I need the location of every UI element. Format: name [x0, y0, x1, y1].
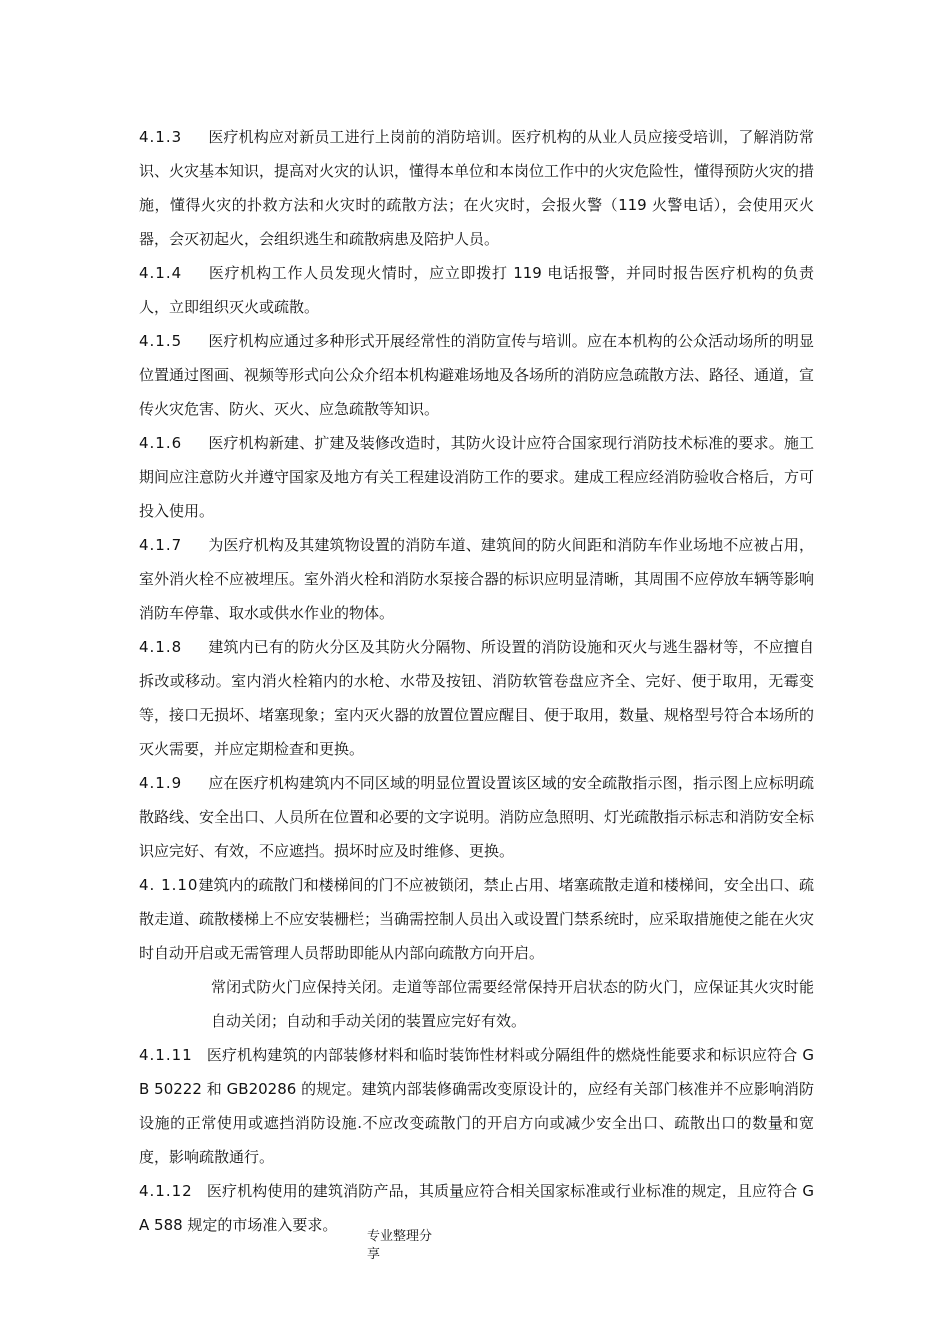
clause-text: 建筑内的疏散门和楼梯间的门不应被锁闭，禁止占用、堵塞疏散走道和楼梯间，安全出口、疏散走道、疏散楼梯上不应安装栅栏；当确需控制人员出入或设置门禁系统时，应采取措施使之能在火灾时自动开启或无需管理人员帮助即能从内部向疏散方向开启。 [139, 876, 815, 962]
clause-text: 医疗机构使用的建筑消防产品，其质量应符合相关国家标准或行业标准的规定，且应符合 GA 588 规定的市场准入要求。 [139, 1182, 814, 1234]
clause-text: 医疗机构工作人员发现火情时，应立即拨打 119 电话报警，并同时报告医疗机构的负责人，立即组织灭火或疏散。 [139, 264, 814, 316]
clause-text: 应在医疗机构建筑内不同区域的明显位置设置该区域的安全疏散指示图，指示图上应标明疏散路线、安全出口、人员所在位置和必要的文字说明。消防应急照明、灯光疏散指示标志和消防安全标识应完好、有效，不应遮挡。损坏时应及时维修、更换。 [139, 774, 815, 860]
clause-text: 医疗机构建筑的内部装修材料和临时装饰性材料或分隔组件的燃烧性能要求和标识应符合 GB 50222 和 GB20286 的规定。建筑内部装修确需改变原设计的，应经有关部门核准并不应影响消防设施的正常使用或遮挡消防设施.不应改变疏散门的开启方向或减少安全出口、疏散出口的数量和宽度，影响疏散通行。 [139, 1046, 814, 1166]
clause-number: 4.1.6 [139, 434, 183, 452]
clause-4-1-11 [139, 1038, 814, 1174]
clause-number: 4. 1.10 [139, 876, 199, 894]
clause-text: 常闭式防火门应保持关闭。走道等部位需要经常保持开启状态的防火门，应保证其火灾时能自动关闭；自动和手动关闭的装置应完好有效。 [211, 978, 814, 1030]
clause-number: 4.1.11 [139, 1046, 193, 1064]
page-footer: 专业整理分享 [367, 1229, 433, 1262]
clause-4-1-10 [139, 868, 814, 970]
clause-number: 4.1.7 [139, 536, 183, 554]
clause-number: 4.1.9 [139, 774, 183, 792]
clause-number: 4.1.12 [139, 1182, 193, 1200]
clause-4-1-3 [139, 120, 814, 256]
clause-number: 4.1.5 [139, 332, 183, 350]
clause-4-1-7 [139, 528, 814, 630]
clause-text: 建筑内已有的防火分区及其防火分隔物、所设置的消防设施和灭火与逃生器材等，不应擅自拆改或移动。室内消火栓箱内的水枪、水带及按钮、消防软管卷盘应齐全、完好、便于取用，无霉变等，接口无损坏、堵塞现象；室内灭火器的放置位置应醒目、便于取用，数量、规格型号符合本场所的灭火需要，并应定期检查和更换。 [139, 638, 815, 758]
clause-4-1-10-continuation [139, 970, 814, 1038]
clause-number: 4.1.4 [139, 264, 183, 282]
clause-4-1-4 [139, 256, 814, 324]
document-body [139, 120, 814, 1242]
clause-4-1-6 [139, 426, 814, 528]
clause-4-1-9 [139, 766, 814, 868]
clause-text: 医疗机构应对新员工进行上岗前的消防培训。医疗机构的从业人员应接受培训，了解消防常识、火灾基本知识，提高对火灾的认识，懂得本单位和本岗位工作中的火灾危险性，懂得预防火灾的措施，懂得火灾的扑救方法和火灾时的疏散方法；在火灾时，会报火警（119 火警电话），会使用灭火器，会灭初起火，会组织逃生和疏散病患及陪护人员。 [139, 128, 815, 248]
clause-text: 医疗机构应通过多种形式开展经常性的消防宣传与培训。应在本机构的公众活动场所的明显位置通过图画、视频等形式向公众介绍本机构避难场地及各场所的消防应急疏散方法、路径、通道，宣传火灾危害、防火、灭火、应急疏散等知识。 [139, 332, 815, 418]
clause-text: 为医疗机构及其建筑物设置的消防车道、建筑间的防火间距和消防车作业场地不应被占用，室外消火栓不应被埋压。室外消火栓和消防水泵接合器的标识应明显清晰，其周围不应停放车辆等影响消防车停靠、取水或供水作业的物体。 [139, 536, 815, 622]
clause-text: 医疗机构新建、扩建及装修改造时，其防火设计应符合国家现行消防技术标准的要求。施工期间应注意防火并遵守国家及地方有关工程建设消防工作的要求。建成工程应经消防验收合格后，方可投入使用。 [139, 434, 815, 520]
clause-number: 4.1.3 [139, 128, 183, 146]
clause-number: 4.1.8 [139, 638, 183, 656]
clause-4-1-5 [139, 324, 814, 426]
clause-4-1-12 [139, 1174, 814, 1242]
clause-4-1-8 [139, 630, 814, 766]
